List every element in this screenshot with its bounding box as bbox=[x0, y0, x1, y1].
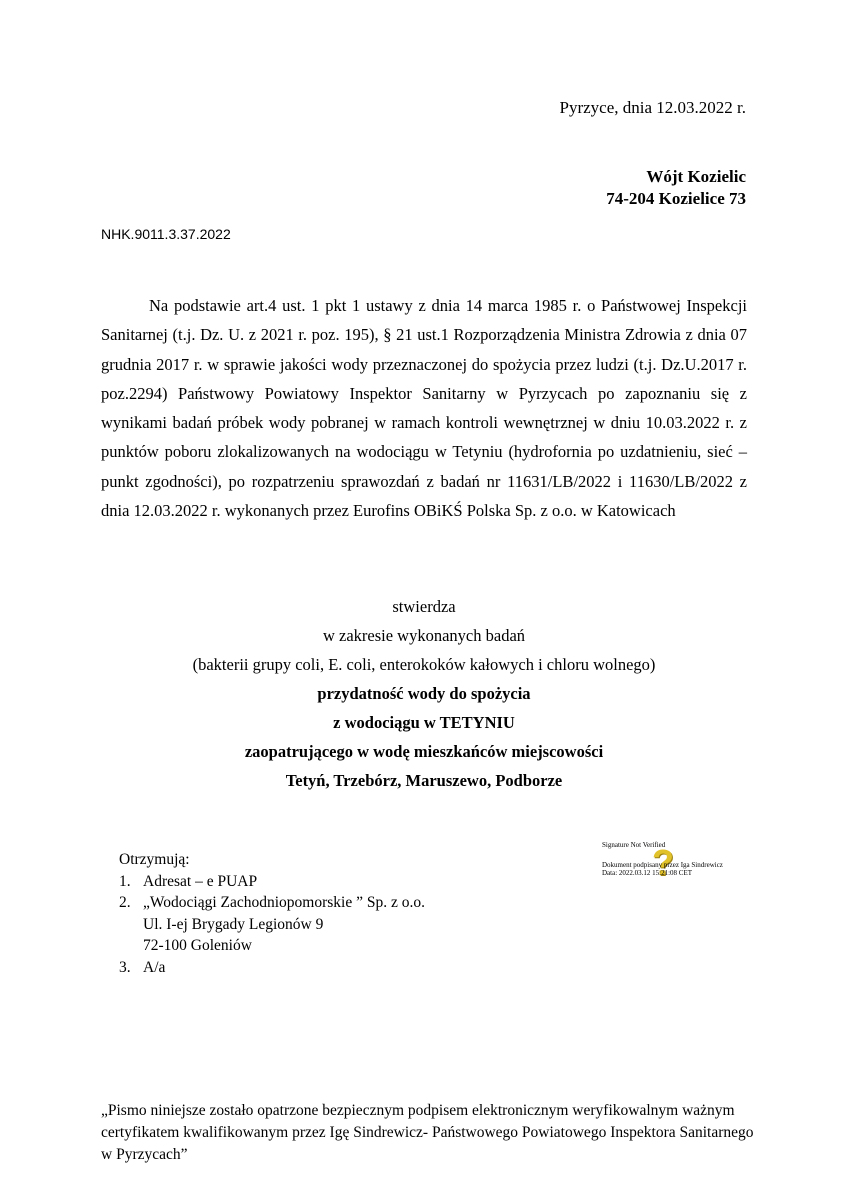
determination-supply: zaopatrującego w wodę mieszkańców miejscowości bbox=[244, 742, 604, 761]
determination-block bbox=[101, 592, 747, 795]
recipients-list bbox=[119, 849, 425, 978]
determination-result: przydatność wody do spożycia bbox=[317, 684, 531, 703]
recipients-heading: Otrzymują: bbox=[119, 851, 190, 868]
list-item-line: Ul. I-ej Brygady Legionów 9 bbox=[143, 915, 324, 933]
signature-date: Data: 2022.03.12 15:21:08 CET bbox=[602, 869, 693, 877]
footer-note: „Pismo niniejsze zostało opatrzone bezpiecznym podpisem elektronicznym weryfikowalnym ważnym certyfikatem kwalifikowanym przez Igę Sindrewicz- Państwowego Powiatowego Inspektora Sanitarnego w Pyrzycach” bbox=[101, 1102, 754, 1163]
determination-parameters: (bakterii grupy coli, E. coli, enterokoków kałowych i chloru wolnego) bbox=[192, 655, 656, 674]
determination-waterworks: z wodociągu w TETYNIU bbox=[333, 713, 515, 732]
list-item: 1. Adresat – e PUAP bbox=[119, 872, 258, 890]
list-item-line: 72-100 Goleniów bbox=[143, 937, 252, 954]
determination-localities: Tetyń, Trzebórz, Maruszewo, Podborze bbox=[285, 771, 563, 790]
list-item: 3. A/a bbox=[119, 958, 166, 976]
reference-number: NHK.9011.3.37.2022 bbox=[101, 226, 231, 242]
addressee bbox=[606, 166, 746, 210]
determination-scope: w zakresie wykonanych badań bbox=[322, 626, 526, 645]
question-mark-icon: ? bbox=[652, 842, 674, 883]
body-paragraph: Na podstawie art.4 ust. 1 pkt 1 ustawy z dnia 14 marca 1985 r. o Państwowej Inspekcji Sanitarnej (t.j. Dz. U. z 2021 r. poz. 195), § 21 ust.1 Rozporządzenia Ministra Zdrowia z dnia 07 grudnia 2017 r. w sprawie jakości wody przeznaczonej do spożycia przez ludzi (t.j. Dz.U.2017 r. poz.2294) Państwowy Powiatowy Inspektor Sanitarny w Pyrzycach po zapoznaniu się z wynikami badań próbek wody pobranej w ramach kontroli wewnętrznej w dniu 10.03.2022 r. z punktów poboru zlokalizowanych na wodociągu w Tetyniu (hydrofornia po uzdatnieniu, sieć – punkt zgodności), po rozpatrzeniu sprawozdań z badań nr 11631/LB/2022 i 11630/LB/2022 z dnia 12.03.2022 r. wykonanych przez Eurofins OBiKŚ Polska Sp. z o.o. w Katowicach bbox=[101, 296, 747, 521]
signature-signer: Dokument podpisany przez Iga Sindrewicz bbox=[602, 861, 723, 869]
addressee-address: 74-204 Kozielice 73 bbox=[606, 189, 746, 208]
addressee-name: Wójt Kozielic bbox=[646, 167, 746, 186]
list-item: 2. „Wodociągi Zachodniopomorskie ” Sp. z o.o. bbox=[119, 894, 425, 911]
determination-verb: stwierdza bbox=[392, 597, 456, 616]
place-date: Pyrzyce, dnia 12.03.2022 r. bbox=[559, 98, 746, 117]
signature-status: Signature Not Verified bbox=[602, 841, 666, 849]
